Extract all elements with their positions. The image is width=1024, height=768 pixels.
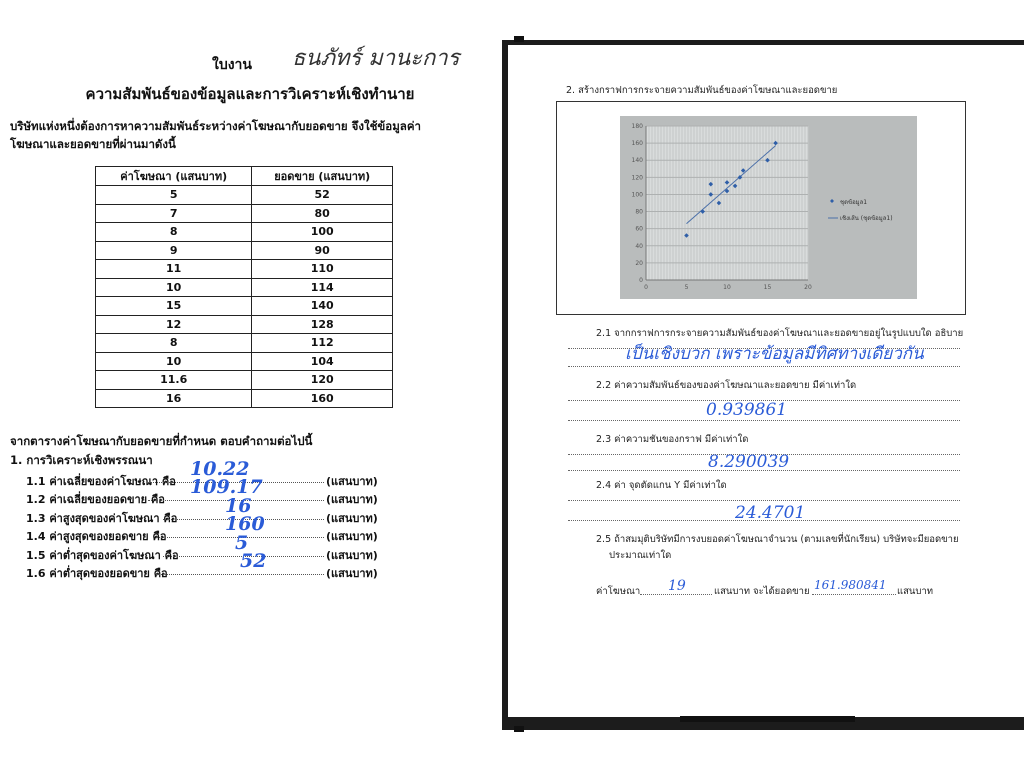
- unit-label: (แสนบาท): [326, 567, 378, 580]
- y-tick-label: 140: [631, 157, 643, 165]
- frame-corner-mark: [514, 36, 524, 42]
- table-row: [96, 352, 393, 371]
- cell-sales: 120: [252, 371, 393, 390]
- y-tick-label: 180: [631, 123, 643, 130]
- answer-handwritten: 52: [240, 550, 267, 572]
- y-tick-label: 160: [631, 140, 643, 148]
- question-label: 1.4 ค่าสูงสุดของยอดขาย คือ: [26, 530, 167, 544]
- section2-title: 2. สร้างกราฟการกระจายความสัมพันธ์ของค่าโฆษณาและยอดขาย: [566, 85, 838, 96]
- y-tick-label: 120: [631, 174, 643, 182]
- cell-sales: 140: [252, 297, 393, 316]
- cell-ad-cost: 8: [96, 334, 252, 353]
- y-tick-label: 100: [631, 191, 643, 199]
- table-row: [96, 315, 393, 334]
- x-tick-label: 10: [723, 284, 731, 291]
- cell-ad-cost: 12: [96, 315, 252, 334]
- cell-sales: 80: [252, 204, 393, 223]
- worksheet-title-label: ใบงาน: [212, 57, 252, 73]
- table-row: [96, 334, 393, 353]
- table-row: [96, 186, 393, 205]
- cell-ad-cost: 7: [96, 204, 252, 223]
- frame-bottom-bar: [680, 716, 855, 722]
- cell-sales: 52: [252, 186, 393, 205]
- cell-ad-cost: 10: [96, 352, 252, 371]
- answer-handwritten: 16: [225, 494, 252, 517]
- answer-handwritten: 160: [225, 513, 265, 536]
- cell-ad-cost: 8: [96, 223, 252, 242]
- table-header-row: [96, 167, 393, 186]
- x-tick-label: 5: [684, 284, 689, 291]
- answer-line: [568, 500, 960, 501]
- section1-title: 1. การวิเคราะห์เชิงพรรณนา: [10, 453, 153, 467]
- legend-marker-points: [830, 199, 834, 203]
- answer-handwritten: 10.22: [190, 458, 250, 480]
- answer-2-1-handwritten: เป็นเชิงบวก เพราะข้อมูลมีทิศทางเดียวกัน: [625, 344, 924, 364]
- answer-line: [156, 574, 324, 575]
- cell-sales: 100: [252, 223, 393, 242]
- worksheet-subtitle: ความสัมพันธ์ของข้อมูลและการวิเคราะห์เชิงทำนาย: [85, 85, 415, 103]
- y-tick-label: 60: [635, 225, 643, 233]
- frame-corner-mark: [514, 726, 524, 732]
- question-2-2: 2.2 ค่าความสัมพันธ์ของของค่าโฆษณาและยอดขาย มีค่าเท่าใด: [596, 380, 857, 391]
- answer-line: [568, 520, 960, 521]
- x-tick-label: 15: [763, 284, 772, 291]
- table-row: [96, 204, 393, 223]
- question-2-5-line1: 2.5 ถ้าสมมุติบริษัทมีการงบยอดค่าโฆษณาจำนวน (ตามเลขที่นักเรียน) บริษัทจะมียอดขาย: [596, 534, 959, 545]
- cell-ad-cost: 15: [96, 297, 252, 316]
- unit-label: (แสนบาท): [326, 548, 378, 562]
- answer-handwritten: 5: [235, 531, 249, 554]
- table-row: [96, 260, 393, 279]
- question-2-1: 2.1 จากกราฟการกระจายความสัมพันธ์ของค่าโฆษณาและยอดขายอยู่ในรูปแบบใด อธิบาย: [596, 328, 964, 339]
- answer-2-2-handwritten: 0.939861: [706, 400, 788, 420]
- cell-sales: 110: [252, 260, 393, 279]
- table-row: [96, 278, 393, 297]
- question-label: 1.1 ค่าเฉลี่ยของค่าโฆษณา คือ: [26, 475, 176, 488]
- answer-2-3-handwritten: 8.290039: [708, 452, 790, 472]
- cell-sales: 104: [252, 352, 393, 371]
- cell-sales: 128: [252, 315, 393, 334]
- question-2-3: 2.3 ค่าความชันของกราฟ มีค่าเท่าใด: [596, 434, 749, 445]
- scatter-chart: [620, 116, 917, 299]
- answer-line: [568, 420, 960, 421]
- question-label: 1.2 ค่าเฉลี่ยของยอดขาย คือ: [26, 493, 165, 507]
- y-tick-label: 20: [635, 259, 643, 267]
- question-2-5-line2: ประมาณเท่าใด: [609, 550, 672, 561]
- unit-label: (แสนบาท): [326, 530, 378, 544]
- answer-line: [812, 594, 896, 595]
- table-row: [96, 223, 393, 242]
- cell-ad-cost: 11.6: [96, 371, 252, 390]
- table-row: [96, 389, 393, 408]
- table-header-ad-cost: ค่าโฆษณา (แสนบาท): [96, 167, 252, 186]
- answer-2-4-handwritten: 24.4701: [735, 503, 806, 523]
- q25-unit: แสนบาท: [897, 586, 934, 597]
- table-header-sales: ยอดขาย (แสนบาท): [252, 167, 393, 186]
- unit-label: (แสนบาท): [326, 511, 378, 525]
- cell-ad-cost: 9: [96, 241, 252, 260]
- cell-sales: 160: [252, 389, 393, 408]
- answer-line: [568, 366, 960, 367]
- question-2-4: 2.4 ค่า จุดตัดแกน Y มีค่าเท่าใด: [596, 480, 727, 491]
- cell-ad-cost: 16: [96, 389, 252, 408]
- answer-line: [640, 594, 712, 595]
- question-label: 1.5 ค่าต่ำสุดของค่าโฆษณา คือ: [26, 548, 179, 562]
- student-name-handwritten: ธนภัทร์ มานะการ: [292, 46, 460, 71]
- question-label: 1.3 ค่าสูงสุดของค่าโฆษณา คือ: [26, 511, 178, 525]
- legend-label-line: เชิงเส้น (ชุดข้อมูล1): [840, 215, 893, 222]
- q25-mid-text: แสนบาท จะได้ยอดขาย: [714, 586, 810, 597]
- unit-label: (แสนบาท): [326, 493, 378, 507]
- table-body: [96, 186, 393, 408]
- table-row: [96, 241, 393, 260]
- q25-ad-value-handwritten: 19: [668, 578, 686, 594]
- x-tick-label: 0: [644, 284, 648, 291]
- q25-ad-label: ค่าโฆษณา: [596, 586, 641, 597]
- cell-sales: 114: [252, 278, 393, 297]
- answer-line: [568, 470, 960, 471]
- cell-sales: 112: [252, 334, 393, 353]
- data-table: [95, 166, 393, 408]
- y-tick-label: 40: [635, 242, 643, 250]
- q25-sales-value-handwritten: 161.980841: [814, 578, 887, 592]
- y-tick-label: 80: [635, 208, 643, 216]
- question-label: 1.6 ค่าต่ำสุดของยอดขาย คือ: [26, 567, 168, 580]
- answer-handwritten: 109.17: [190, 476, 263, 499]
- y-tick-label: 0: [639, 277, 643, 284]
- table-row: [96, 371, 393, 390]
- legend-label-points: ชุดข้อมูล1: [840, 199, 868, 206]
- cell-ad-cost: 11: [96, 260, 252, 279]
- cell-ad-cost: 10: [96, 278, 252, 297]
- question-intro: จากตารางค่าโฆษณากับยอดขายที่กำหนด ตอบคำถามต่อไปนี้: [10, 434, 313, 448]
- unit-label: (แสนบาท): [326, 475, 378, 488]
- cell-sales: 90: [252, 241, 393, 260]
- intro-paragraph: บริษัทแห่งหนึ่งต้องการหาความสัมพันธ์ระหว่างค่าโฆษณากับยอดขาย จึงใช้ข้อมูลค่าโฆษณาและยอดขายที่ผ่านมาดังนี้: [10, 119, 421, 151]
- table-row: [96, 297, 393, 316]
- x-tick-label: 20: [804, 284, 812, 291]
- cell-ad-cost: 5: [96, 186, 252, 205]
